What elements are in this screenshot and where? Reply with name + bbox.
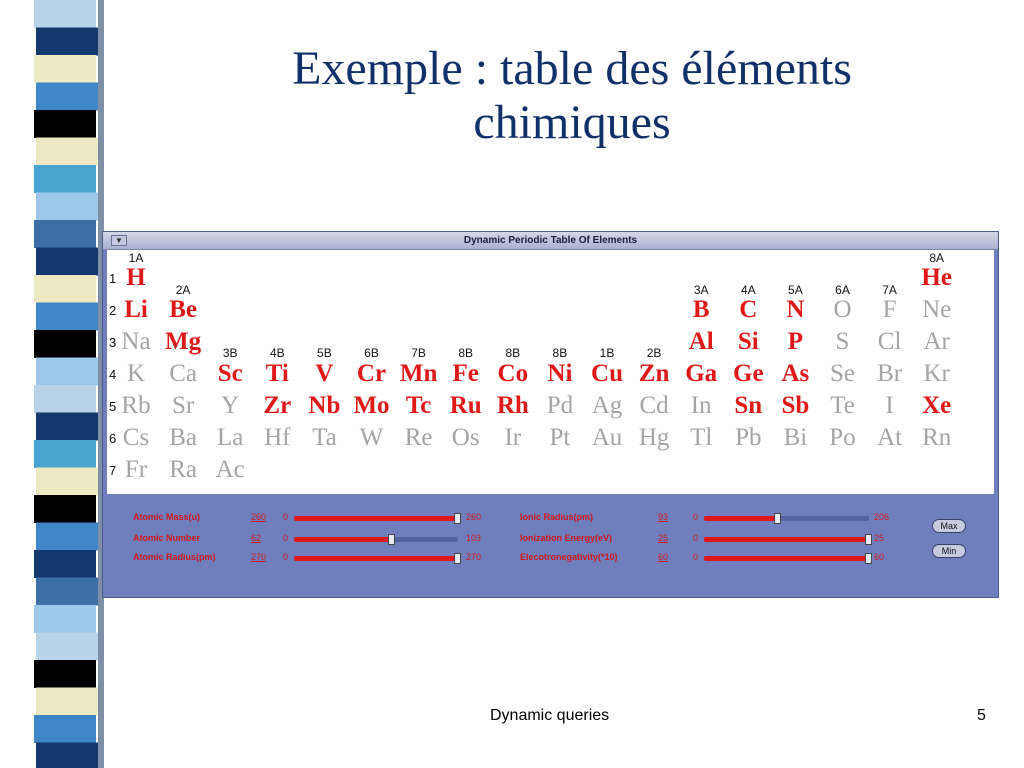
- slider-min-atomic-mass-u: 0: [283, 512, 289, 522]
- element-kr[interactable]: Kr: [923, 360, 950, 387]
- decorative-stripe: [34, 0, 96, 28]
- element-re[interactable]: Re: [404, 424, 433, 451]
- element-cs[interactable]: Cs: [122, 424, 150, 451]
- element-nb[interactable]: Nb: [308, 392, 341, 419]
- decorative-stripe: [36, 248, 98, 276]
- decorative-stripe: [34, 55, 96, 83]
- group-label: 1B: [599, 346, 615, 360]
- decorative-stripe: [36, 633, 98, 661]
- decorative-stripe: [36, 578, 98, 606]
- element-ac[interactable]: Ac: [215, 456, 245, 483]
- element-i[interactable]: I: [885, 392, 894, 419]
- slider-track-elecotronegativity-10[interactable]: [704, 556, 869, 561]
- slider-fill: [704, 516, 778, 521]
- element-se[interactable]: Se: [830, 360, 855, 387]
- decorative-stripe: [36, 303, 98, 331]
- max-button[interactable]: Max: [932, 519, 966, 533]
- element-as[interactable]: As: [781, 360, 810, 387]
- element-f[interactable]: F: [882, 296, 897, 323]
- slider-fill: [294, 537, 392, 542]
- element-ne[interactable]: Ne: [922, 296, 952, 323]
- element-bi[interactable]: Bi: [783, 424, 808, 451]
- element-be[interactable]: Be: [169, 296, 197, 323]
- element-al[interactable]: Al: [688, 328, 714, 355]
- element-o[interactable]: O: [833, 296, 852, 323]
- element-in[interactable]: In: [690, 392, 712, 419]
- row-number: 5: [109, 399, 117, 414]
- element-os[interactable]: Os: [451, 424, 480, 451]
- group-label: 4A: [740, 283, 756, 297]
- slider-max-atomic-mass-u: 260: [466, 512, 482, 522]
- slider-thumb[interactable]: [454, 513, 461, 524]
- slider-value-atomic-mass-u[interactable]: 260: [251, 512, 267, 522]
- decorative-stripe: [36, 358, 98, 386]
- row-number: 1: [109, 271, 117, 286]
- slider-max-atomic-number: 103: [466, 533, 482, 543]
- slider-value-ionization-energy-ev[interactable]: 25: [658, 533, 669, 543]
- element-tl[interactable]: Tl: [690, 424, 713, 451]
- decorative-stripe: [36, 743, 98, 768]
- slider-min-ionization-energy-ev: 0: [693, 533, 699, 543]
- element-v[interactable]: V: [315, 360, 334, 387]
- group-label: 6A: [835, 283, 850, 297]
- slider-thumb[interactable]: [865, 534, 872, 545]
- slider-fill: [294, 556, 458, 561]
- element-h[interactable]: H: [126, 264, 146, 291]
- element-po[interactable]: Po: [829, 424, 856, 451]
- slider-label-atomic-number: Atomic Number: [133, 533, 201, 543]
- decorative-stripe: [36, 138, 98, 166]
- decorative-stripe: [34, 165, 96, 193]
- slider-label-ionic-radius-pm: Ionic Radius(pm): [520, 512, 594, 522]
- decorative-stripe-bar: [0, 0, 118, 768]
- decorative-stripe: [34, 605, 96, 633]
- slider-track-ionization-energy-ev[interactable]: [704, 537, 869, 542]
- group-label: 8B: [552, 346, 568, 360]
- element-w[interactable]: W: [359, 424, 384, 451]
- decorative-stripe: [36, 83, 98, 111]
- element-pb[interactable]: Pb: [735, 424, 762, 451]
- element-pt[interactable]: Pt: [549, 424, 571, 451]
- slider-max-elecotronegativity-10: 60: [874, 552, 885, 562]
- decorative-stripe: [34, 495, 96, 523]
- element-cd[interactable]: Cd: [639, 392, 669, 419]
- slider-value-ionic-radius-pm[interactable]: 93: [658, 512, 669, 522]
- element-s[interactable]: S: [835, 328, 850, 355]
- element-ga[interactable]: Ga: [685, 360, 718, 387]
- slider-track-atomic-radius-pm[interactable]: [294, 556, 458, 561]
- slider-fill: [704, 556, 869, 561]
- slider-label-elecotronegativity-10: Elecotronegativity(*10): [520, 552, 618, 562]
- page-number: 5: [977, 707, 986, 724]
- element-hg[interactable]: Hg: [638, 424, 670, 451]
- element-si[interactable]: Si: [737, 328, 759, 355]
- element-rb[interactable]: Rb: [121, 392, 151, 419]
- element-c[interactable]: C: [739, 296, 758, 323]
- group-label: 8B: [458, 346, 474, 360]
- decorative-stripe: [34, 275, 96, 303]
- element-zr[interactable]: Zr: [263, 392, 292, 419]
- element-p[interactable]: P: [787, 328, 804, 355]
- element-fr[interactable]: Fr: [124, 456, 148, 483]
- window-titlebar[interactable]: [103, 232, 998, 250]
- group-label: 4B: [269, 346, 285, 360]
- group-label: 1A: [128, 251, 144, 265]
- slider-max-atomic-radius-pm: 270: [466, 552, 482, 562]
- decorative-stripe: [34, 385, 96, 413]
- slide-footer: Dynamic queries: [490, 707, 610, 724]
- slide-title-line2: chimiques: [473, 96, 671, 149]
- element-au[interactable]: Au: [591, 424, 623, 451]
- window-title: Dynamic Periodic Table Of Elements: [463, 235, 638, 246]
- element-ta[interactable]: Ta: [312, 424, 337, 451]
- decorative-stripe: [34, 440, 96, 468]
- element-tc[interactable]: Tc: [405, 392, 432, 419]
- slider-track-atomic-number[interactable]: [294, 537, 458, 542]
- element-ir[interactable]: Ir: [504, 424, 522, 451]
- row-number: 6: [109, 431, 117, 446]
- element-ra[interactable]: Ra: [169, 456, 197, 483]
- slide-title: [120, 42, 1024, 150]
- element-fe[interactable]: Fe: [452, 360, 479, 387]
- element-cl[interactable]: Cl: [877, 328, 902, 355]
- periodic-table-window: [102, 231, 999, 598]
- decorative-stripe: [34, 330, 96, 358]
- decorative-stripe: [34, 660, 96, 688]
- decorative-stripe: [36, 28, 98, 56]
- slide-title-line1: Exemple : table des éléments: [292, 42, 852, 95]
- decorative-stripe: [36, 523, 98, 551]
- slider-value-atomic-number[interactable]: 62: [251, 533, 262, 543]
- group-label: 5A: [788, 283, 803, 297]
- element-la[interactable]: La: [217, 424, 244, 451]
- element-b[interactable]: B: [692, 296, 710, 323]
- element-cr[interactable]: Cr: [356, 360, 387, 387]
- element-mg[interactable]: Mg: [165, 328, 202, 355]
- slider-min-elecotronegativity-10: 0: [693, 552, 699, 562]
- slider-track-atomic-mass-u[interactable]: [294, 516, 458, 521]
- slider-fill: [294, 516, 458, 521]
- element-k[interactable]: K: [126, 360, 146, 387]
- element-rn[interactable]: Rn: [922, 424, 952, 451]
- group-label: 7A: [882, 283, 897, 297]
- decorative-stripe: [34, 110, 96, 138]
- element-zn[interactable]: Zn: [638, 360, 670, 387]
- group-label: 3A: [693, 283, 709, 297]
- slider-track-ionic-radius-pm[interactable]: [704, 516, 869, 521]
- row-number: 4: [109, 367, 117, 382]
- element-y[interactable]: Y: [221, 392, 240, 419]
- element-na[interactable]: Na: [121, 328, 151, 355]
- element-sb[interactable]: Sb: [781, 392, 810, 419]
- element-te[interactable]: Te: [830, 392, 855, 419]
- query-controls-panel: [103, 495, 998, 597]
- element-sn[interactable]: Sn: [734, 392, 763, 419]
- periodic-table-grid: [107, 250, 994, 494]
- element-ag[interactable]: Ag: [591, 392, 623, 419]
- element-ti[interactable]: Ti: [265, 360, 289, 387]
- slider-thumb[interactable]: [454, 553, 461, 564]
- slider-value-elecotronegativity-10[interactable]: 60: [658, 552, 669, 562]
- element-li[interactable]: Li: [124, 296, 148, 323]
- decorative-stripe: [36, 193, 98, 221]
- element-ru[interactable]: Ru: [449, 392, 482, 419]
- slider-thumb[interactable]: [865, 553, 872, 564]
- group-label: 8B: [505, 346, 521, 360]
- element-ba[interactable]: Ba: [169, 424, 197, 451]
- element-sr[interactable]: Sr: [171, 392, 195, 419]
- group-label: 6B: [364, 346, 379, 360]
- decorative-stripe: [36, 688, 98, 716]
- element-he[interactable]: He: [921, 264, 952, 291]
- slider-thumb[interactable]: [774, 513, 781, 524]
- decorative-stripe: [34, 550, 96, 578]
- slider-max-ionic-radius-pm: 206: [874, 512, 890, 522]
- triangle-down-icon[interactable]: ▼: [111, 235, 127, 246]
- min-button[interactable]: Min: [932, 544, 966, 558]
- group-label: 3B: [222, 346, 238, 360]
- group-label: 7B: [411, 346, 426, 360]
- slider-min-ionic-radius-pm: 0: [693, 512, 699, 522]
- element-xe[interactable]: Xe: [922, 392, 952, 419]
- element-ni[interactable]: Ni: [547, 360, 573, 387]
- slider-thumb[interactable]: [388, 534, 395, 545]
- slider-max-ionization-energy-ev: 25: [874, 533, 885, 543]
- row-number: 2: [109, 303, 117, 318]
- group-label: 8A: [929, 251, 945, 265]
- element-ca[interactable]: Ca: [169, 360, 197, 387]
- group-label: 5B: [317, 346, 332, 360]
- decorative-stripe: [34, 220, 96, 248]
- slider-value-atomic-radius-pm[interactable]: 270: [251, 552, 267, 562]
- element-mo[interactable]: Mo: [353, 392, 390, 419]
- element-n[interactable]: N: [786, 296, 805, 323]
- row-number: 7: [109, 463, 117, 478]
- element-sc[interactable]: Sc: [217, 360, 243, 387]
- element-at[interactable]: At: [877, 424, 903, 451]
- element-cu[interactable]: Cu: [591, 360, 623, 387]
- group-label: 2B: [646, 346, 662, 360]
- element-co[interactable]: Co: [497, 360, 529, 387]
- decorative-stripe: [36, 413, 98, 441]
- row-number: 3: [109, 335, 117, 350]
- slider-label-ionization-energy-ev: Ionization Energy(eV): [520, 533, 613, 543]
- element-ge[interactable]: Ge: [733, 360, 764, 387]
- decorative-stripe: [34, 715, 96, 743]
- slider-fill: [704, 537, 869, 542]
- decorative-stripe: [36, 468, 98, 496]
- element-pd[interactable]: Pd: [546, 392, 574, 419]
- slider-min-atomic-radius-pm: 0: [283, 552, 289, 562]
- element-ar[interactable]: Ar: [923, 328, 950, 355]
- group-label: 2A: [175, 283, 191, 297]
- slider-min-atomic-number: 0: [283, 533, 289, 543]
- element-br[interactable]: Br: [877, 360, 903, 387]
- element-hf[interactable]: Hf: [264, 424, 291, 451]
- element-rh[interactable]: Rh: [496, 392, 529, 419]
- element-mn[interactable]: Mn: [399, 360, 438, 387]
- slider-label-atomic-mass-u: Atomic Mass(u): [133, 512, 201, 522]
- slider-label-atomic-radius-pm: Atomic Radius(pm): [133, 552, 216, 562]
